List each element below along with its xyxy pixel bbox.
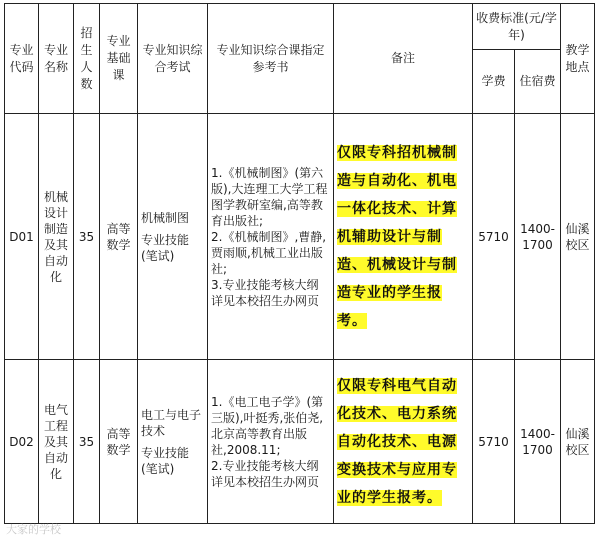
reference-cell [208, 360, 334, 524]
note-cell [334, 360, 473, 524]
exam-cell [138, 114, 208, 360]
exam-type: 专业技能(笔试) [141, 445, 190, 476]
header-exam: 专业知识综合考试 [138, 4, 208, 114]
enroll-count: 35 [74, 114, 100, 360]
program-code: D01 [5, 114, 39, 360]
watermark: 大家的学校 [6, 523, 61, 536]
lodging-fee: 1400-1700 [515, 114, 561, 360]
enroll-count: 35 [74, 360, 100, 524]
tuition-fee: 5710 [473, 114, 515, 360]
header-code: 专业代码 [5, 4, 39, 114]
table-row [5, 114, 595, 360]
reference-item: 1.《电工电子学》(第三版),叶挺秀,张伯尧,北京高等教育出版社,2008.11; [211, 394, 324, 457]
exam-subject: 电工与电子技术 [141, 407, 202, 438]
reference-item: 3.专业技能考核大纲详见本校招生办网页 [211, 277, 320, 308]
table-row [5, 360, 595, 524]
reference-item: 2.《机械制图》,曹静,贾雨顺,机械工业出版社; [211, 229, 327, 276]
header-lodging: 住宿费 [515, 50, 561, 114]
exam-cell [138, 360, 208, 524]
base-course: 高等数学 [100, 360, 138, 524]
header-campus: 教学地点 [561, 4, 595, 114]
reference-item: 1.《机械制图》(第六版),大连理工大学工程图学教研室编,高等教育出版社; [211, 165, 328, 228]
program-code: D02 [5, 360, 39, 524]
note-cell [334, 114, 473, 360]
base-course: 高等数学 [100, 114, 138, 360]
tuition-fee: 5710 [473, 360, 515, 524]
reference-cell [208, 114, 334, 360]
campus: 仙溪校区 [561, 360, 595, 524]
highlighted-note: 仅限专科招机械制造与自动化、机电一体化技术、计算机辅助设计与制造、机械设计与制造专业的学生报考。 [337, 144, 457, 329]
header-name: 专业名称 [39, 4, 74, 114]
highlighted-note: 仅限专科电气自动化技术、电力系统自动化技术、电源变换技术与应用专业的学生报考。 [337, 377, 457, 506]
lodging-fee: 1400-1700 [515, 360, 561, 524]
campus: 仙溪校区 [561, 114, 595, 360]
reference-item: 2.专业技能考核大纲详见本校招生办网页 [211, 458, 320, 489]
header-fee-group: 收费标准(元/学年) [473, 4, 561, 50]
header-row-1 [5, 4, 595, 50]
exam-type: 专业技能(笔试) [141, 232, 190, 263]
header-base-course: 专业基础课 [100, 4, 138, 114]
header-tuition: 学费 [473, 50, 515, 114]
program-table [4, 3, 595, 524]
header-enroll: 招生人数 [74, 4, 100, 114]
header-note: 备注 [334, 4, 473, 114]
exam-subject: 机械制图 [141, 210, 190, 225]
header-reference: 专业知识综合课指定参考书 [208, 4, 334, 114]
program-name: 电气工程及其自动化 [39, 360, 74, 524]
program-name: 机械设计制造及其自动化 [39, 114, 74, 360]
